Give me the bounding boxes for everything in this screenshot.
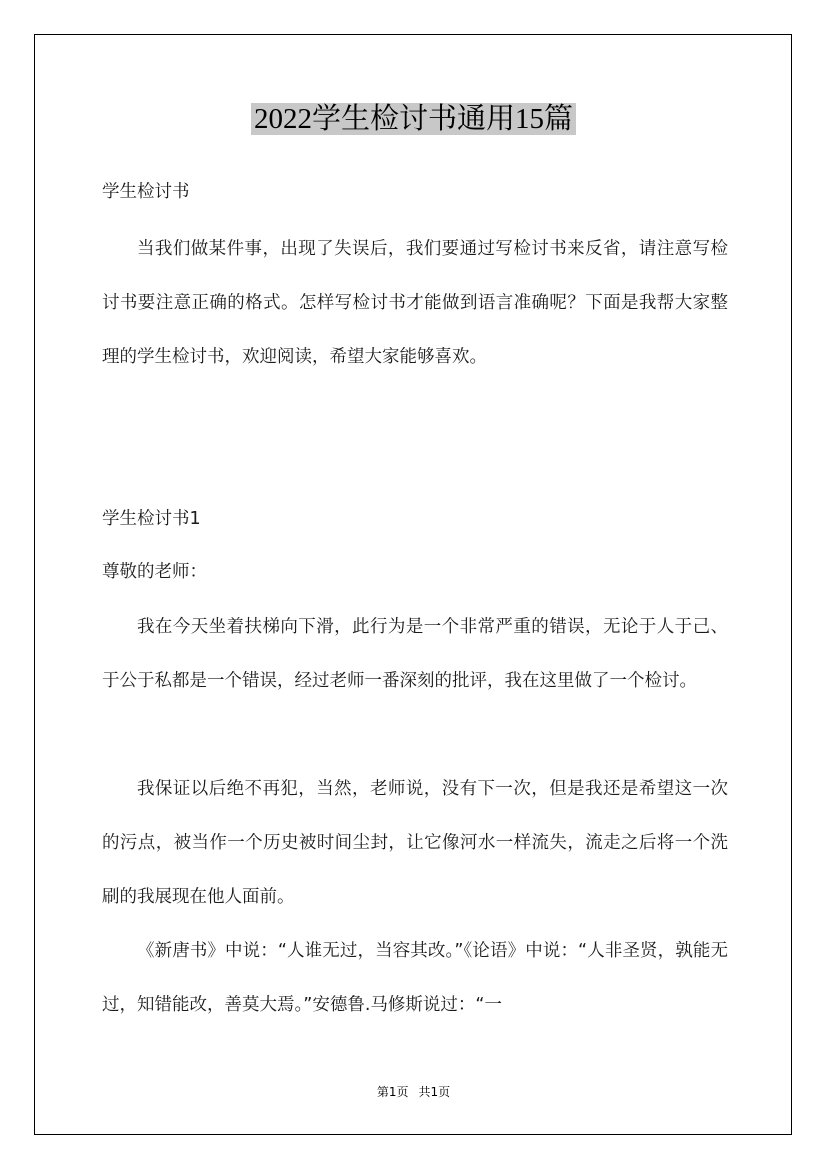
intro-paragraph: 当我们做某件事，出现了失误后，我们要通过写检讨书来反省，请注意写检讨书要注意正确的格式。怎样写检讨书才能做到语言准确呢？下面是我帮大家整理的学生检讨书，欢迎阅读，希望大家能够喜欢。 [102,239,728,367]
intro-heading: 学生检讨书 [102,182,190,202]
salutation: 尊敬的老师： [102,562,207,582]
title-text: 2022学生检讨书通用15篇 [251,103,576,135]
section-heading: 学生检讨书1 [102,509,201,529]
page-total: 共1页 [418,1085,451,1099]
page-footer [0,1084,827,1100]
document-title [0,96,827,142]
page-number: 第1页 [376,1085,409,1099]
body-paragraph-3: 《新唐书》中说：“人谁无过，当容其改。”《论语》中说：“人非圣贤，孰能无过，知错能改，善莫大焉。”安德鲁.马修斯说过：“一 [102,941,728,1015]
body-paragraph-1: 我在今天坐着扶梯向下滑，此行为是一个非常严重的错误，无论于人于己、于公于私都是一个错误，经过老师一番深刻的批评，我在这里做了一个检讨。 [102,617,728,691]
body-paragraph-2: 我保证以后绝不再犯，当然，老师说，没有下一次，但是我还是希望这一次的污点，被当作一个历史被时间尘封，让它像河水一样流失，流走之后将一个洗刷的我展现在他人面前。 [102,779,728,907]
